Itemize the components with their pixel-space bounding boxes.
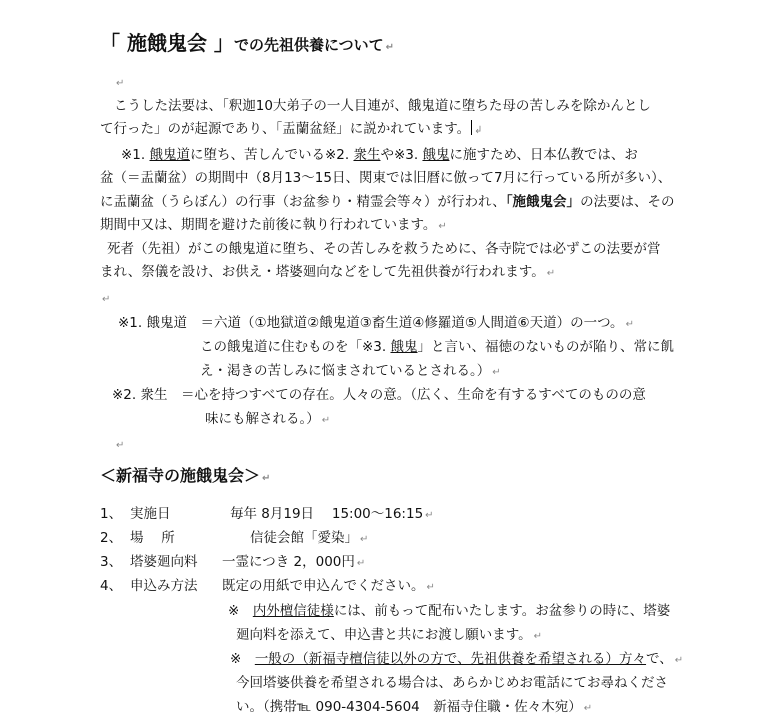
apply-note1-line-2: 廻向料を添えて、申込書と共にお渡し願います。 ↵ xyxy=(236,627,543,643)
term-gaki-note: 餓鬼 xyxy=(390,339,418,355)
term-gaki: 餓鬼 xyxy=(422,147,450,163)
empty-line xyxy=(114,434,124,456)
title-main: 「 施餓鬼会 」 xyxy=(100,31,234,55)
term-shujo: 衆生 xyxy=(353,147,381,163)
note1-line-1: ※1. 餓鬼道 ＝六道（①地獄道②餓鬼道③畜生道④修羅道⑤人間道⑥天道）の一つ。 ↵ xyxy=(118,315,634,331)
segakie-bold: 「施餓鬼会」 xyxy=(505,194,581,210)
para3-line-1: 死者（先祖）がこの餓鬼道に堕ち、その苦しみを救うために、各寺院では必ずこの法要が営 xyxy=(107,241,661,257)
return-mark: ↵ xyxy=(546,268,556,279)
return-mark: ↵ xyxy=(116,440,125,451)
return-mark: ↵ xyxy=(533,631,543,642)
item-number: 4、 xyxy=(100,578,123,594)
note1-line-2: この餓鬼道に住むものを「※3. 餓鬼」と言い、福徳のないものが陥り、常に飢 xyxy=(200,339,674,355)
para2-line-4: 期間中又は、期間を避けた前後に執り行われています。 ↵ xyxy=(100,217,447,233)
return-mark: ↵ xyxy=(492,367,501,378)
item-label: 場 所 xyxy=(130,530,175,546)
item-number: 1、 xyxy=(100,506,123,522)
item-value: 一霊につき 2，000円 ↵ xyxy=(222,554,366,570)
item-number: 2、 xyxy=(100,530,123,546)
empty-line xyxy=(100,288,110,310)
return-mark: ↵ xyxy=(625,319,634,330)
return-mark: ↵ xyxy=(116,78,125,89)
paragraph-mark: ↲ xyxy=(474,125,483,136)
item-label: 申込み方法 xyxy=(130,578,198,594)
intro-line-2: て行った」のが起源であり、「盂蘭盆経」に説かれています。 ↲ xyxy=(100,121,483,137)
return-mark: ↵ xyxy=(321,415,331,426)
member-term: 内外檀信徒様 xyxy=(252,603,334,619)
apply-note2-line-2: 今回塔婆供養を希望される場合は、あらかじめお電話にてお尋ねくださ xyxy=(236,675,668,691)
item-value: 既定の用紙で申込んでください。 ↵ xyxy=(222,578,435,594)
note2-line-1: ※2. 衆生 ＝心を持つすべての存在。人々の意。（広く、生命を有するすべてのものの意 xyxy=(112,387,646,403)
title-sub: での先祖供養について xyxy=(233,36,384,54)
return-mark: ↵ xyxy=(674,655,684,666)
item-label: 塔婆廻向料 xyxy=(130,554,198,570)
return-mark: ↵ xyxy=(438,221,447,232)
term-gakido: 餓鬼道 xyxy=(149,147,190,163)
apply-note2-line-1: ※ 一般の（新福寺檀信徒以外の方で、先祖供養を希望される）方々で、 ↵ xyxy=(230,651,684,667)
return-mark: ↵ xyxy=(583,703,593,714)
return-mark: ↵ xyxy=(360,534,369,545)
item-value: 毎年 8月19日 15:00～16:15 ↵ xyxy=(230,506,434,522)
return-mark: ↵ xyxy=(426,582,435,593)
apply-note1-line-1: ※ 内外檀信徒様には、前もって配布いたします。お盆参りの時に、塔婆 xyxy=(228,603,671,619)
note2-line-2: 味にも解される。） ↵ xyxy=(205,411,331,427)
para2-line-3: に盂蘭盆（うらぼん）の行事（お盆参り・精霊会等々）が行われ、「施餓鬼会」の法要は、その xyxy=(100,194,675,210)
para2-line-1: ※1. 餓鬼道に堕ち、苦しんでいる※2. 衆生や※3. 餓鬼に施すため、日本仏教では、お xyxy=(121,147,638,163)
return-mark: ↵ xyxy=(356,558,366,569)
page-title xyxy=(100,30,394,61)
text-cursor xyxy=(471,120,472,135)
item-number: 3、 xyxy=(100,554,123,570)
item-label: 実施日 xyxy=(130,506,171,522)
para2-line-2: 盆（＝盂蘭盆）の期間中（8月13～15日、関東では旧暦に倣って7月に行っている所が多い）、 xyxy=(100,170,672,186)
general-public-term: 一般の（新福寺檀信徒以外の方で、先祖供養を希望される）方々 xyxy=(254,651,647,667)
return-mark: ↵ xyxy=(425,510,434,521)
intro-line-1: こうした法要は、「釈迦10大弟子の一人目連が、餓鬼道に堕ちた母の苦しみを除かんとし xyxy=(114,98,651,114)
note2-label: ※2. 衆生 ＝ xyxy=(112,387,195,403)
note1-line-3: え・渇きの苦しみに悩まされているとされる。） ↵ xyxy=(200,363,501,379)
note1-label: ※1. 餓鬼道 ＝ xyxy=(118,315,214,331)
return-mark: ↵ xyxy=(385,42,395,53)
item-value: 信徒会館「愛染」 ↵ xyxy=(250,530,369,546)
section-heading: ＜新福寺の施餓鬼会＞ ↵ xyxy=(100,466,271,485)
para3-line-2: まれ、祭儀を設け、お供え・塔婆廻向などをして先祖供養が行われます。 ↵ xyxy=(100,264,556,280)
apply-note2-line-3 xyxy=(236,697,592,719)
return-mark: ↵ xyxy=(102,294,111,305)
empty-line xyxy=(114,72,124,94)
contact-line: い。（携帯℡ 090-4304-5604 新福寺住職・佐々木宛） xyxy=(236,699,582,715)
return-mark: ↵ xyxy=(262,473,271,484)
